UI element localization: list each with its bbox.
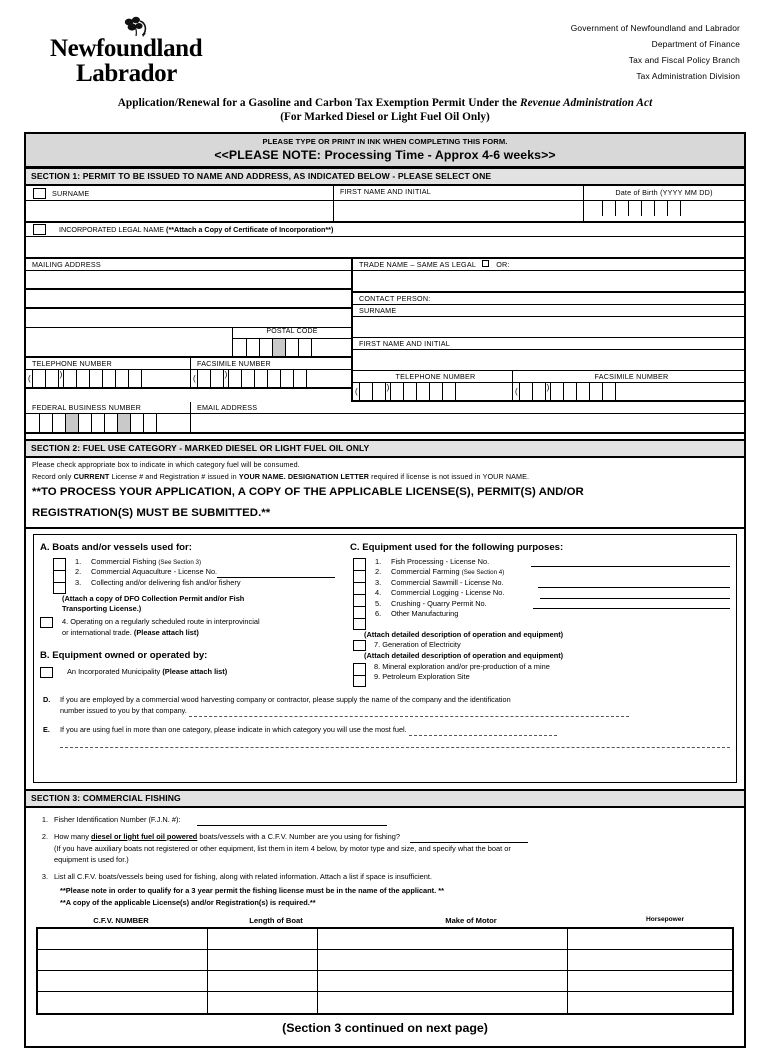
a1-num: 1. [75,556,82,566]
note-processing-time: <<PLEASE NOTE: Processing Time - Approx 4-6 weeks>> [214,148,556,163]
contact-facsimile-input[interactable]: ( ) [513,383,744,400]
c6-option[interactable] [375,609,730,620]
c2-note: (See Section 4) [461,569,505,577]
col-header-horsepower: Horsepower [645,916,685,924]
item2-label-a: How many [54,831,91,841]
c1-label: Fish Processing - License No. [391,556,490,566]
c4-checkbox[interactable] [353,594,366,606]
logo-newfoundland: Newfoundland [50,35,203,62]
mailing-address-line-3[interactable] [26,309,351,328]
a4-checkbox[interactable] [40,617,53,628]
item3-note-2: **A copy of the applicable License(s) and/or Registration(s) is required.** [60,898,316,908]
mailing-address-line-2[interactable] [26,290,351,309]
logo-labrador: Labrador [76,60,177,87]
cell-length[interactable] [208,950,318,971]
a2-label: Commercial Aquaculture - License No. [91,567,218,577]
page-header [24,16,746,87]
contact-surname-label: SURNAME [353,305,744,317]
nl-logo [24,16,234,87]
item-e [40,724,730,748]
item3-label: List all C.F.V. boats/vessels being used for fishing, along with related information. Attach a list if space is insufficient. [54,872,432,882]
item-d [40,694,730,718]
a3-num: 3. [75,577,82,587]
boat-count-input[interactable] [410,842,528,843]
mailing-address-column [26,259,353,402]
facsimile-label: FACSIMILE NUMBER [197,359,271,369]
category-a-block [40,542,340,687]
incorporated-name-input[interactable] [26,237,744,259]
a2-checkbox[interactable] [53,570,66,582]
cell-motor[interactable] [318,929,568,950]
c6-checkbox[interactable] [353,618,366,630]
c2-checkbox[interactable] [353,570,366,582]
cell-cfv[interactable] [38,971,208,992]
gov-line-1: Department of Finance [651,39,740,50]
section1-address-block [26,259,744,402]
item-e-input-2[interactable] [60,747,730,748]
a1-checkbox[interactable] [53,558,66,570]
intro2-c: License # and Registration # issued in [109,472,239,482]
cell-motor[interactable] [318,992,568,1013]
email-address-label: EMAIL ADDRESS [197,403,258,413]
c8-option[interactable] [374,662,730,673]
intro2-a: Record only [32,472,74,482]
c2-num: 2. [375,567,382,577]
a3-attach-line2: Transporting License.) [62,604,142,614]
cell-horsepower[interactable] [568,950,732,971]
dob-label: Date of Birth (YYYY MM DD) [615,188,713,198]
item-e-key: E. [43,725,50,735]
section1-heading: SECTION 1: PERMIT TO BE ISSUED TO NAME AND ADDRESS, AS INDICATED BELOW - PLEASE SELECT ONE [26,167,744,186]
c5-num: 5. [375,598,382,608]
section3-body [26,808,744,1046]
individual-name-checkbox[interactable] [33,188,46,199]
intro2-current: CURRENT [73,472,110,482]
postal-code-label: POSTAL CODE [233,328,351,339]
form-body [24,132,746,1048]
c1-checkbox[interactable] [353,558,366,570]
c4-num: 4. [375,588,382,598]
section2-categories [33,534,737,783]
item2-note-1: (If you have auxiliary boats not registered or other equipment, list them in item 4 below, by motor type and size, and specify what the boat or [54,843,511,853]
item-e-input-1[interactable] [409,735,557,736]
boats-table-header [36,916,734,925]
fbn-email-label-row [26,402,744,414]
table-row[interactable] [38,992,732,1013]
mailing-address-line-1[interactable] [26,271,351,290]
cell-motor[interactable] [318,971,568,992]
a3-label: Collecting and/or delivering fish and/or fishery [91,577,241,587]
c9-option[interactable] [374,672,730,683]
surname-input[interactable] [26,200,333,221]
incorporated-label: INCORPORATED LEGAL NAME [59,225,167,235]
c2-label: Commercial Farming [391,567,462,577]
surname-label: SURNAME [52,188,90,198]
a1-note: (See Section 3) [158,558,202,566]
mailing-address-city-input[interactable] [26,328,233,356]
a4-attach-note: (Please attach list) [133,627,199,637]
cell-motor[interactable] [318,950,568,971]
category-b-heading: B. Equipment owned or operated by: [40,650,208,662]
c3-license-input[interactable] [538,578,730,589]
incorporated-attach-note: (**Attach a Copy of Certificate of Incorporation**) [166,225,334,235]
section1-name-row [26,186,744,222]
section2-notice-line2: REGISTRATION(S) MUST BE SUBMITTED.** [26,503,744,529]
c3-option[interactable] [375,578,730,589]
facsimile-input[interactable]: ( ) [191,370,351,387]
category-c-heading: C. Equipment used for the following purposes: [350,541,564,553]
processing-note-band [26,134,744,167]
contact-first-name-input[interactable] [353,350,744,371]
item2-key: 2. [41,831,48,841]
item-e-line1: If you are using fuel in more than one category, please indicate in which category you will use the most fuel. [60,725,407,735]
c3-num: 3. [375,577,382,587]
c4-label: Commercial Logging - License No. [391,588,505,598]
category-a-heading: A. Boats and/or vessels used for: [40,541,192,553]
c5-permit-input[interactable] [533,599,730,610]
item2-label-b: boats/vessels with a C.F.V. Number are you using for fishing? [197,831,400,841]
c5-label: Crushing - Quarry Permit No. [391,598,487,608]
c3-checkbox[interactable] [353,582,366,594]
c7-checkbox[interactable] [353,640,366,651]
trade-name-row [353,259,744,271]
note-print-in-ink: PLEASE TYPE OR PRINT IN INK WHEN COMPLETING THIS FORM. [262,137,508,147]
pitcher-plant-icon [116,16,234,38]
boats-table [36,927,734,1015]
c6-attach-note: (Attach detailed description of operation and equipment) [364,629,564,639]
c1-option[interactable] [375,557,730,568]
gov-line-0: Government of Newfoundland and Labrador [570,23,740,33]
item-d-line2: number issued to you by that company. [60,706,187,716]
c7-label: 7. Generation of Electricity [374,640,461,650]
intro2-your-name: YOUR NAME. DESIGNATION LETTER [238,472,370,482]
cell-cfv[interactable] [38,950,208,971]
mailing-address-label: MAILING ADDRESS [26,259,351,271]
fin-number-input[interactable] [197,825,387,826]
cell-horsepower[interactable] [568,929,732,950]
c8-label: 8. Mineral exploration and/or pre-production of a mine [374,661,550,671]
b1-label: An Incorporated Municipality [67,667,163,677]
title-act-name: Revenue Administration Act [520,97,653,110]
c4-license-input[interactable] [540,588,730,599]
first-name-input[interactable] [334,200,583,221]
a3-checkbox[interactable] [53,582,66,594]
contact-telephone-label: TELEPHONE NUMBER [353,371,513,382]
table-row[interactable] [38,950,732,971]
section2-heading: SECTION 2: FUEL USE CATEGORY - MARKED DIESEL OR LIGHT FUEL OIL ONLY [26,441,744,458]
section3-item2 [36,831,734,867]
a4-label: 4. Operating on a regularly scheduled route in interprovincial [62,616,260,626]
table-row[interactable] [38,929,732,950]
federal-business-number-label: FEDERAL BUSINESS NUMBER [26,402,191,413]
trade-name-same-checkbox[interactable] [482,260,489,267]
trade-name-input[interactable] [353,271,744,293]
cell-horsepower[interactable] [568,971,732,992]
fbn-email-input-row [26,414,744,434]
cell-cfv[interactable] [38,929,208,950]
first-name-label: FIRST NAME AND INITIAL [340,187,431,197]
federal-business-number-boxes[interactable] [26,414,191,432]
section2-intro-line1: Please check appropriate box to indicate in which category fuel will be consumed. [32,460,300,470]
a4-option[interactable] [40,617,340,628]
c9-label: 9. Petroleum Exploration Site [374,672,470,682]
c6-num: 6. [375,609,382,619]
cell-length[interactable] [208,929,318,950]
col-header-motor: Make of Motor [445,916,497,926]
item1-key: 1. [41,814,48,824]
contact-person-label: CONTACT PERSON: [353,293,744,305]
c8-checkbox[interactable] [353,663,366,675]
contact-facsimile-label: FACSIMILE NUMBER [594,372,669,382]
c6-label: Other Manufacturing [391,609,459,619]
title-subline: (For Marked Diesel or Light Fuel Oil Only) [280,111,490,124]
section2-notice-line1: **TO PROCESS YOUR APPLICATION, A COPY OF THE APPLICABLE LICENSE(S), PERMIT(S) AND/OR [32,486,584,499]
title-prefix: Application/Renewal for a Gasoline and Carbon Tax Exemption Permit Under the [117,97,520,110]
gov-line-3: Tax Administration Division [636,71,740,82]
section3-heading: SECTION 3: COMMERCIAL FISHING [26,789,744,808]
email-address-input[interactable] [191,414,744,432]
trade-name-label: TRADE NAME – SAME AS LEGAL [359,260,476,270]
c9-checkbox[interactable] [353,675,366,687]
government-address-block [571,16,746,85]
gov-line-2: Tax and Fiscal Policy Branch [628,55,740,66]
contact-surname-input[interactable] [353,317,744,338]
item-d-key: D. [43,694,51,704]
c2-option[interactable] [375,567,730,578]
section3-item1 [36,814,734,826]
item3-key: 3. [41,872,48,882]
col-header-cfv: C.F.V. NUMBER [93,916,149,926]
intro2-e: required if license is not issued in YOUR NAME. [369,472,530,482]
category-c-block [340,542,730,687]
incorporated-name-checkbox[interactable] [33,224,46,235]
a2-option[interactable] [75,567,340,578]
trade-contact-column [353,259,744,402]
item3-note-1: **Please note in order to qualify for a 3 year permit the fishing license must be in the name of the applicant. ** [60,886,444,896]
table-row[interactable] [38,971,732,992]
section2-bottom-space [40,748,730,774]
dob-digit-boxes[interactable] [584,200,744,221]
form-title [24,97,746,123]
section3-item3 [36,871,734,883]
section2-intro-line2 [26,470,744,482]
trade-name-or-label: OR: [496,260,510,270]
a1-label: Commercial Fishing [91,556,159,566]
a1-option[interactable] [75,557,340,568]
item2-label-bold: diesel or light fuel oil powered [90,831,198,841]
item-d-line1: If you are employed by a commercial wood harvesting company or contractor, please supply the name of the company and the identification [60,694,511,704]
c7-attach-note: (Attach detailed description of operation and equipment) [364,651,564,661]
c1-num: 1. [375,556,382,566]
c1-license-input[interactable] [531,557,730,568]
col-header-length: Length of Boat [249,916,303,926]
telephone-label: TELEPHONE NUMBER [26,358,191,369]
contact-first-name-label: FIRST NAME AND INITIAL [353,338,744,350]
item1-label: Fisher Identification Number (F.J.N. #): [54,814,181,824]
a4-cont: or international trade. [62,627,134,637]
item2-note-2: equipment is used for.) [54,855,129,865]
c3-label: Commercial Sawmill - License No. [391,577,504,587]
c5-checkbox[interactable] [353,606,366,618]
a2-num: 2. [75,567,82,577]
cell-length[interactable] [208,992,318,1013]
b1-attach-note: (Please attach list) [162,667,228,677]
b1-checkbox[interactable] [40,667,53,678]
postal-code-boxes[interactable] [233,339,351,356]
item-d-input[interactable] [189,716,629,717]
cell-length[interactable] [208,971,318,992]
b1-option[interactable] [40,667,340,678]
section3-continued-footer: (Section 3 continued on next page) [282,1021,488,1036]
a3-attach-line1: (Attach a copy of DFO Collection Permit and/or Fish [62,593,245,603]
contact-telephone-input[interactable]: ( ) [353,383,513,400]
telephone-input[interactable]: ( ) [26,370,191,387]
a3-option[interactable] [75,578,340,589]
c5-option[interactable] [375,599,730,610]
cell-horsepower[interactable] [568,992,732,1013]
cell-cfv[interactable] [38,992,208,1013]
section1-incorporated-row [26,222,744,237]
c4-option[interactable] [375,588,730,599]
c7-option[interactable] [350,640,730,651]
section1-spacer [26,434,744,441]
